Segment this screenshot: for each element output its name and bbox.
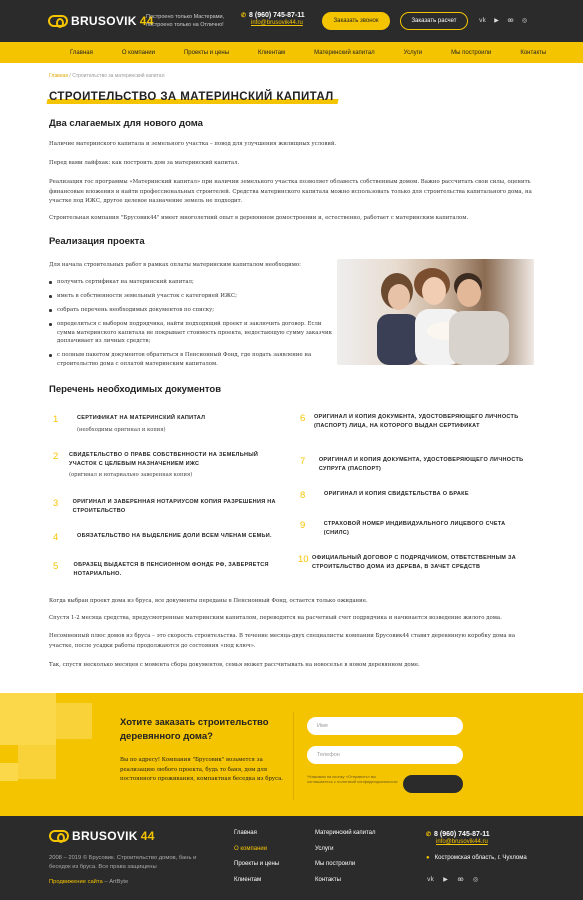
order-call-button[interactable]: Заказать звонок (322, 12, 390, 30)
document-title: ОБРАЗЕЦ ВЫДАЕТСЯ В ПЕНСИОННОМ ФОНДЕ РФ, ЗАВЕРЯЕТСЯ НОТАРИАЛЬНО. (73, 562, 269, 577)
developer-name: ArtByte (109, 879, 129, 885)
document-number: 1 (53, 414, 59, 425)
document-item-8 (300, 490, 530, 501)
document-title: ОРИГИНАЛ И КОПИЯ ДОКУМЕНТА, УДОСТОВЕРЯЮЩЕГО ЛИЧНОСТЬ (ПАСПОРТ) ЛИЦА, НА КОТОРОГО ВЫДАН СЕРТИФИКАТ (313, 414, 519, 429)
closing-p1: Когда выбран проект дома из бруса, все документы переданы в Пенсионный Фонд, остается только ожидание. (49, 598, 368, 604)
requirements-list (49, 278, 334, 374)
footer-link-clients[interactable]: Клиентам (234, 876, 262, 883)
location-pin-icon: ● (426, 855, 430, 861)
document-number: 9 (300, 520, 306, 531)
footer-link-home[interactable]: Главная (234, 830, 257, 836)
list-item: иметь в собственности земельный участок с категорией ИЖС; (49, 292, 334, 301)
section1-p4: Строительная компания "Брусовик44" имеет многолетний опыт в деревянном домостроении и, естественно, работает с материнским капиталом. (49, 215, 469, 221)
header-phone[interactable]: 8 (960) 745-87-11 (249, 12, 305, 19)
breadcrumb-current: Строительство за материнский капитал (72, 73, 165, 79)
footer-link-about[interactable]: О компании (234, 845, 268, 852)
document-number: 8 (300, 490, 306, 501)
header-contacts (241, 12, 305, 26)
top-header (0, 0, 583, 42)
phone-icon: ✆ (426, 832, 432, 838)
section1-p1: Наличие материнского капитала и земельного участка – повод для улучшения жилищных условий. (49, 141, 337, 147)
closing-p2: Спустя 1-2 месяца средства, предусмотренные материнским капиталом, переводятся на расчетный счет подрядчика и начинается возведение жилого дома. (49, 615, 502, 621)
breadcrumb-separator: / (69, 73, 71, 79)
vk-icon[interactable]: vk (426, 876, 435, 883)
document-number: 2 (53, 451, 59, 462)
footer-link-projects[interactable]: Проекты и цены (234, 861, 280, 867)
decor-block (0, 763, 18, 781)
nav-item-projects[interactable]: Проекты и цены (183, 49, 230, 56)
document-number: 5 (53, 561, 59, 572)
nav-item-clients[interactable]: Клиентам (258, 49, 286, 56)
document-item-7 (300, 456, 530, 473)
document-number: 6 (300, 413, 306, 424)
order-form-title: Хотите заказать строительство деревянного дома? (120, 717, 269, 742)
footer-phone[interactable]: 8 (960) 745-87-11 (434, 831, 490, 838)
footer-email[interactable]: info@brusovik44.ru (436, 839, 488, 845)
closing-p4: Так, спустя несколько месяцев с момента сбора документов, семья может рассчитывать на новоселье в новом деревянном доме. (49, 662, 420, 668)
developer-link[interactable]: Продвижение сайта (49, 879, 103, 885)
nav-item-services[interactable]: Услуги (403, 49, 423, 56)
main-nav (0, 42, 583, 63)
list-item: с полным пакетом документов обратиться в Пенсионный Фонд, где подать заявление на строительство дома с оплатой материнским капиталом. (49, 351, 334, 368)
tagline: Построено только Мастерами, построено только на Отлично! (146, 14, 225, 29)
footer-link-built[interactable]: Мы построили (315, 861, 356, 867)
logo-icon (49, 830, 69, 842)
instagram-icon[interactable]: ◎ (521, 17, 528, 24)
address-text: Костромская область, г. Чухлома (434, 855, 527, 861)
document-note: (необходимы оригинал и копия) (77, 426, 166, 433)
breadcrumb (49, 73, 164, 79)
breadcrumb-home[interactable]: Главная (49, 73, 69, 79)
document-item-9 (300, 520, 530, 537)
footer-logo[interactable] (49, 829, 155, 843)
document-item-3 (53, 498, 283, 515)
logo-icon (48, 15, 68, 27)
document-title: ОФИЦИАЛЬНЫЙ ДОГОВОР С ПОДРЯДЧИКОМ, ОТВЕТСТВЕННЫМ ЗА СТРОИТЕЛЬСТВО ДОМА ИЗ ДЕРЕВА, В ЗАЧЕТ СРЕДСТВ (311, 555, 517, 570)
document-title: ОРИГИНАЛ И КОПИЯ СВИДЕТЕЛЬСТВА О БРАКЕ (324, 491, 469, 497)
decor-block (0, 693, 56, 745)
document-number: 4 (53, 532, 59, 543)
logo[interactable] (48, 14, 154, 28)
logo-number: 44 (140, 829, 155, 843)
logo-number: 44 (139, 14, 154, 28)
closing-p3: Несомненный плюс домов из бруса – это скорость строительства. В течение месяца-двух специалисты компании Брусовик44 ставит деревянную коробку дома на участке, после усадки работы продолжаются до состояния «под ключ». (49, 633, 516, 649)
youtube-icon[interactable]: ▶ (443, 876, 448, 883)
document-item-5 (53, 561, 283, 578)
ok-icon[interactable]: ꙭ (507, 17, 514, 24)
header-email[interactable]: info@brusovik44.ru (251, 20, 303, 26)
family-photo-illustration (337, 259, 534, 365)
nav-item-contacts[interactable]: Контакты (520, 49, 547, 56)
document-number: 3 (53, 498, 59, 509)
footer-address (426, 855, 527, 861)
document-item-2 (53, 451, 283, 478)
nav-item-maternity[interactable]: Материнский капитал (314, 49, 375, 56)
document-note: (оригинал и нотариально заверенная копия) (68, 472, 193, 478)
footer-link-services[interactable]: Услуги (315, 845, 334, 852)
logo-text: BRUSOVIK (72, 829, 138, 843)
nav-item-about[interactable]: О компании (121, 49, 155, 56)
footer-menu-1 (234, 830, 279, 892)
footer-link-contacts[interactable]: Контакты (315, 876, 341, 883)
order-form-section (0, 693, 583, 816)
list-item: определиться с выбором подрядчика, найти подходящий проект и заключить договор. Если сумма материнского капитала не покрывает стоимость проекта, недостающую сумму заказчик доплачивает из личных средств; (49, 320, 334, 346)
section1-p3: Реализация гос программы «Материнский капитал» при наличии земельного участка позволяет облавесть собственным домом. Важно рассчитать свои силы, оценить финансовые вложения и найти профессиональных строителей. Средства материнского капитала можно использовать только для строительства капитального дома, на участке под ИЖС, другое целевое назначение земель не подходит. (49, 179, 532, 204)
document-title: СТРАХОВОЙ НОМЕР ИНДИВИДУАЛЬНОГО ЛИЦЕВОГО СЧЕТА (СНИЛС) (323, 521, 506, 536)
youtube-icon[interactable]: ▶ (494, 17, 499, 24)
document-title: СЕРТИФИКАТ НА МАТЕРИНСКИЙ КАПИТАЛ (77, 415, 206, 421)
privacy-note: *Нажимая на кнопку «Отправить» вы соглашаетесь с политикой конфиденциальности (307, 774, 398, 784)
instagram-icon[interactable]: ◎ (472, 876, 479, 883)
document-title: СВИДЕТЕЛЬСТВО О ПРАВЕ СОБСТВЕННОСТИ НА ЗЕМЕЛЬНЫЙ УЧАСТОК С ЦЕЛЕВЫМ НАЗНАЧЕНИЕМ ИЖС (68, 452, 259, 467)
document-item-10 (298, 554, 530, 571)
document-title: ОРИГИНАЛ И ЗАВЕРЕННАЯ НОТАРИУСОМ КОПИЯ РАЗРЕШЕНИЯ НА СТРОИТЕЛЬСТВО (72, 499, 276, 514)
name-input[interactable]: Имя (307, 717, 463, 735)
footer-menu-2 (315, 830, 376, 892)
document-title: ОРИГИНАЛ И КОПИЯ ДОКУМЕНТА, УДОСТОВЕРЯЮЩЕГО ЛИЧНОСТЬ СУПРУГА (ПАСПОРТ) (318, 457, 524, 472)
document-number: 10 (298, 554, 309, 565)
family-photo (337, 259, 534, 365)
ok-icon[interactable]: ꙭ (457, 876, 464, 883)
footer-socials (426, 875, 480, 884)
document-item-4 (53, 532, 283, 543)
order-form-divider (293, 712, 294, 800)
document-title: ОБЯЗАТЕЛЬСТВО НА ВЫДЕЛЕНИЕ ДОЛИ ВСЕМ ЧЛЕНАМ СЕМЬИ. (77, 533, 272, 539)
section2-intro: Для начала строительных работ в рамках оплаты материнским капиталом необходимо: (49, 262, 301, 268)
document-item-1 (53, 414, 283, 433)
section3-title: Перечень необходимых документов (49, 384, 222, 395)
nav-item-built[interactable]: Мы построили (451, 49, 492, 56)
decor-block (56, 703, 92, 739)
decor-block (18, 745, 56, 779)
vk-icon[interactable]: vk (478, 17, 487, 24)
page-title: СТРОИТЕЛЬСТВО ЗА МАТЕРИНСКИЙ КАПИТАЛ (49, 91, 334, 103)
nav-item-home[interactable]: Главная (70, 49, 93, 56)
phone-input[interactable]: Телефон (307, 746, 463, 764)
section2-title: Реализация проекта (49, 236, 145, 247)
phone-icon: ✆ (241, 13, 247, 19)
document-number: 7 (300, 456, 306, 467)
list-item: собрать перечень необходимых документов по списку; (49, 306, 334, 315)
list-item: получить сертификат на материнский капитал; (49, 278, 334, 287)
header-socials (478, 16, 529, 25)
logo-text: BRUSOVIK (71, 14, 137, 28)
footer-copyright: 2008 – 2019 © Брусовик. Строительство домов, бань и беседок из бруса. Все права защищены (49, 855, 197, 870)
section1-p2: Перед вами лайфхак: как построить дом за материнский капитал. (49, 160, 240, 166)
order-form-text: Вы по адресу! Компания "Брусовик" возьмется за реализацию любого проекта, будь то баня, дом для постоянного проживания, компактная беседка из бруса. (120, 757, 284, 782)
footer-developer: Продвижение сайта – ArtByte (49, 879, 129, 885)
order-calc-button[interactable]: Заказать расчет (400, 12, 468, 30)
submit-button[interactable] (403, 775, 463, 793)
footer-contacts (426, 831, 490, 845)
footer-link-maternity[interactable]: Материнский капитал (315, 830, 376, 836)
section1-title: Два слагаемых для нового дома (49, 118, 203, 129)
document-item-6 (300, 413, 530, 430)
